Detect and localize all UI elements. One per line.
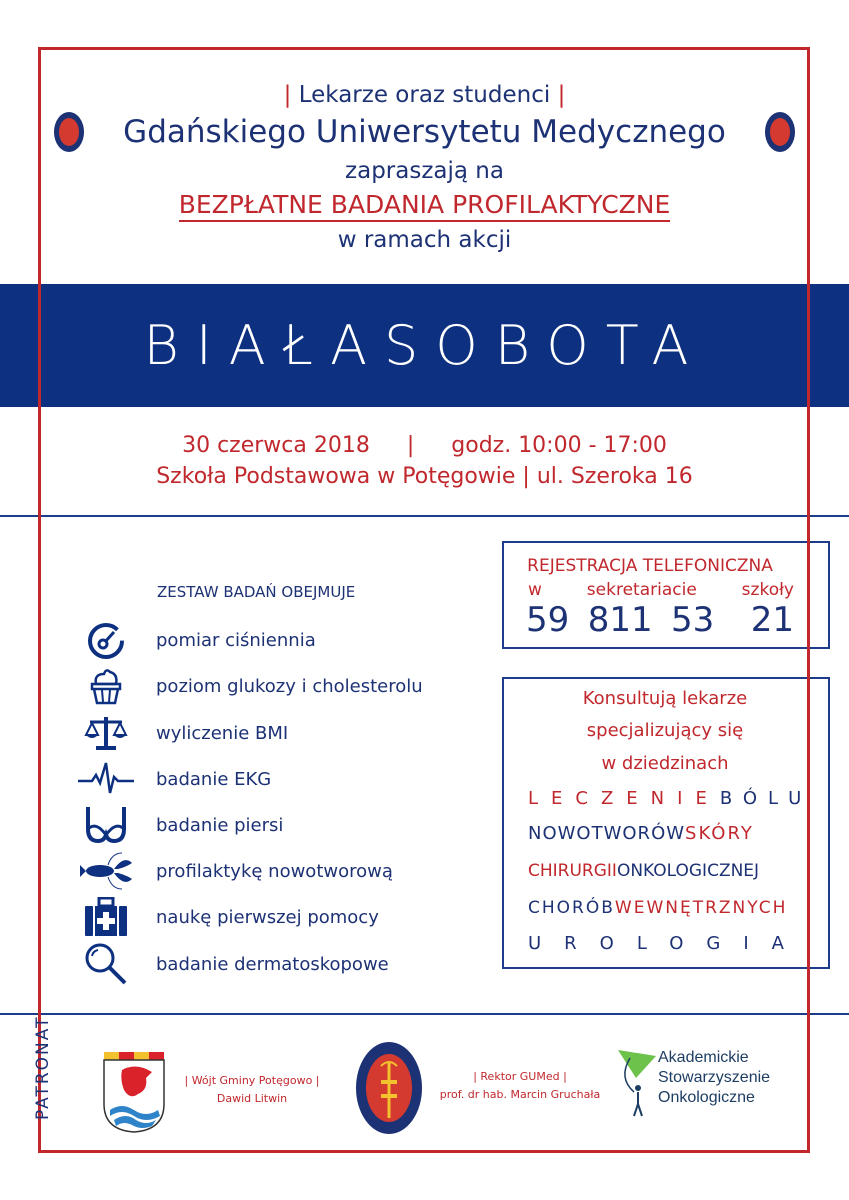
header-invite: zapraszają na: [345, 158, 504, 184]
reg-sub-office: sekretariacie: [586, 580, 697, 600]
event-separator: |: [406, 433, 415, 458]
registration-subtitle: [528, 580, 794, 600]
cupcake-icon: [78, 666, 134, 706]
scales-icon: [78, 713, 134, 753]
free-exams-text: BEZPŁATNE BADANIA PROFILAKTYCZNE: [179, 190, 671, 222]
potegowo-coat-of-arms-icon: [102, 1050, 166, 1134]
bra-icon: [78, 805, 134, 845]
phone-part: 59: [526, 600, 570, 640]
exam-item: [78, 897, 379, 937]
aso-line: Akademickie: [658, 1049, 749, 1066]
specialty-part-a: LECZENIE: [528, 788, 720, 809]
header-campaign: w ramach akcji: [337, 227, 512, 253]
aso-name: [658, 1048, 770, 1108]
heartbeat-icon: [78, 759, 134, 799]
exam-item: [78, 805, 283, 845]
rektor-title: | Rektor GUMed |: [473, 1070, 567, 1083]
event-address: Szkoła Podstawowa w Potęgowie | ul. Szeroka 16: [156, 464, 693, 489]
registration-title: REJESTRACJA TELEFONICZNA: [527, 556, 773, 576]
event-hours: godz. 10:00 - 17:00: [451, 433, 667, 458]
specialty-part-b: BÓLU: [719, 788, 813, 809]
rektor-name: prof. dr hab. Marcin Gruchała: [439, 1088, 601, 1101]
consult-intro-1: Konsultują lekarze: [582, 688, 748, 709]
gumed-seal-icon: [355, 1040, 423, 1136]
specialty-urology: [528, 933, 807, 954]
first-aid-kit-icon: [78, 897, 134, 937]
exam-label: poziom glukozy i cholesterolu: [156, 675, 423, 697]
exams-heading: ZESTAW BADAŃ OBEJMUJE: [157, 583, 356, 601]
divider-bottom: [0, 1013, 849, 1015]
aso-line: Onkologiczne: [658, 1089, 755, 1106]
event-date-time: [0, 433, 849, 458]
consult-intro-2: specjalizujący się: [586, 720, 744, 741]
exam-label: badanie EKG: [156, 768, 272, 790]
exam-label: profilaktykę nowotworową: [156, 860, 393, 882]
header-free-exams: [0, 190, 849, 219]
magnifier-icon: [78, 944, 134, 984]
exam-item: [78, 713, 288, 753]
exam-label: pomiar ciśniennia: [156, 629, 316, 651]
exam-item: [78, 851, 393, 891]
aso-logo-icon: [616, 1048, 660, 1118]
wojt-title: | Wójt Gminy Potęgowo |: [184, 1074, 320, 1087]
exam-item: [78, 666, 423, 706]
exam-item: [78, 620, 316, 660]
reg-sub-school: szkoły: [741, 580, 794, 600]
exam-item: [78, 944, 389, 984]
specialty-internal: [528, 898, 795, 918]
reg-sub-w: w: [528, 580, 542, 600]
exam-label: badanie dermatoskopowe: [156, 953, 389, 975]
exam-label: wyliczenie BMI: [156, 722, 289, 744]
specialty-skin-cancer: [528, 823, 795, 844]
specialty-oncologic-surgery: [528, 861, 795, 881]
specialty-part-b: ONKOLOGICZNEJ: [616, 861, 760, 881]
specialty-part-a: CHORÓB: [528, 898, 615, 918]
pipe-right: |: [557, 82, 566, 108]
specialty-part-a: UROLOGIA: [528, 933, 807, 954]
aso-line: Stowarzyszenie: [658, 1069, 771, 1086]
header-organizers: Lekarze oraz studenci: [298, 82, 551, 108]
exam-item: [78, 759, 271, 799]
pipe-left: |: [283, 82, 292, 108]
phone-number[interactable]: [526, 600, 794, 640]
campaign-title: BIAŁASOBOTA: [143, 314, 706, 377]
specialty-part-b: WEWNĘTRZNYCH: [614, 898, 788, 918]
consult-intro-3: w dziedzinach: [601, 753, 729, 774]
specialty-part-b: SKÓRY: [685, 823, 754, 844]
phone-part: 53: [671, 600, 715, 640]
event-date: 30 czerwca 2018: [182, 433, 370, 458]
phone-part: 811: [587, 600, 653, 640]
divider-top: [0, 515, 849, 517]
wojt-caption: [172, 1072, 332, 1108]
header-university: Gdańskiego Uniwersytetu Medycznego: [123, 114, 726, 150]
specialty-pain: [528, 788, 813, 809]
exam-label: badanie piersi: [156, 814, 284, 836]
gauge-icon: [78, 620, 134, 660]
wojt-name: Dawid Litwin: [216, 1092, 288, 1105]
rektor-caption: [430, 1068, 610, 1104]
phone-part: 21: [750, 600, 794, 640]
specialty-part-a: NOWOTWORÓW: [528, 823, 686, 844]
specialty-part-a: CHIRURGII: [528, 861, 617, 881]
exam-label: naukę pierwszej pomocy: [156, 906, 379, 928]
patronage-label: PATRONAT: [33, 1015, 53, 1120]
header-line-1: [0, 82, 849, 108]
crayfish-icon: [78, 851, 134, 891]
